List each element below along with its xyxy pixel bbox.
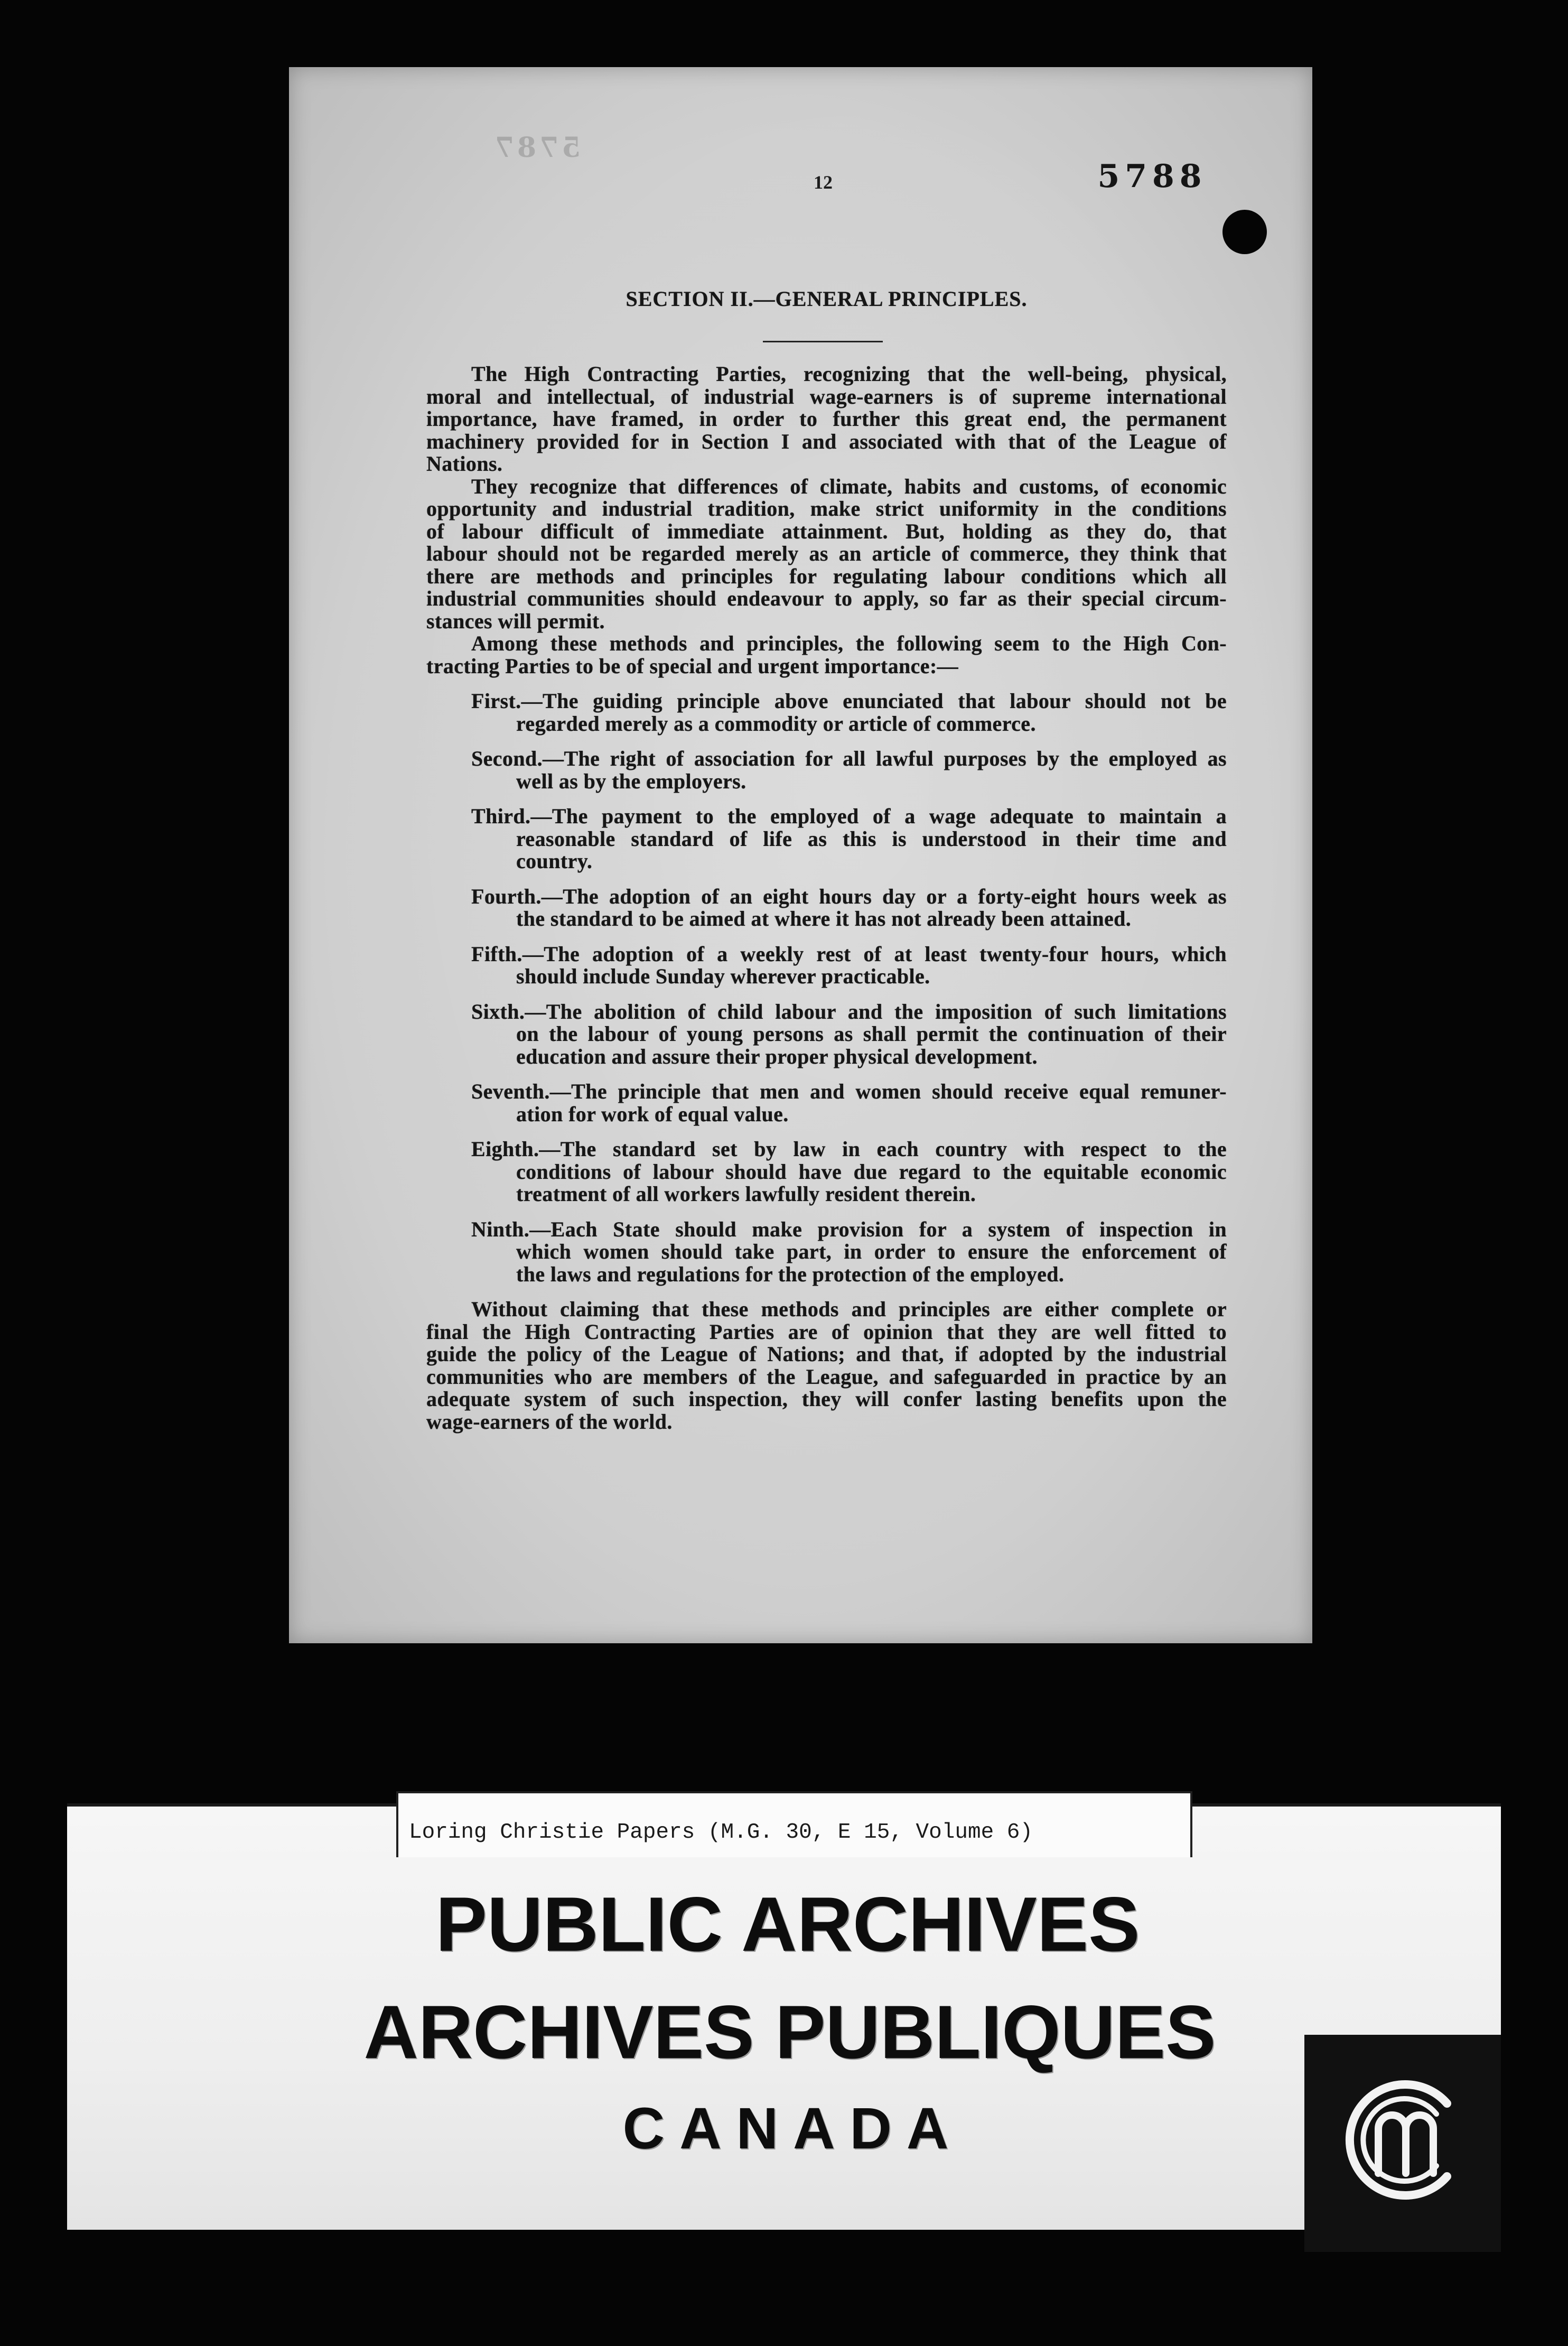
- stamp-number: 5788: [1097, 158, 1207, 195]
- text-line: wage-earners of the world.: [426, 1409, 673, 1433]
- text-line: Third.—The payment to the employed of a wage adequate to maintain a: [471, 804, 1227, 828]
- text-line: tracting Parties to be of special and urgent importance:—: [426, 654, 959, 678]
- archive-title-english: PUBLIC ARCHIVES: [435, 1881, 1140, 1967]
- intro-paragraph-2: [426, 476, 1227, 633]
- principle-fifth: [471, 943, 1227, 988]
- principle-eighth: [471, 1138, 1227, 1206]
- text-line: The High Contracting Parties, recognizing that the well-being, physical,: [471, 362, 1227, 386]
- text-line: the laws and regulations for the protection of the employed.: [516, 1262, 1065, 1286]
- text-line: industrial communities should endeavour to apply, so far as their special circum-: [426, 586, 1227, 610]
- text-line: guide the policy of the League of Nations; and that, if adopted by the industrial: [426, 1342, 1227, 1366]
- text-line: opportunity and industrial tradition, make strict uniformity in the conditions: [426, 497, 1227, 520]
- text-line: conditions of labour should have due regard to the equitable economic: [516, 1159, 1227, 1184]
- principle-fourth: [471, 886, 1227, 930]
- principle-third: [471, 805, 1227, 873]
- closing-paragraph: [426, 1298, 1227, 1433]
- punch-hole: [1222, 210, 1267, 254]
- text-line: Seventh.—The principle that men and women should receive equal remuner-: [471, 1079, 1227, 1103]
- archive-title-french: ARCHIVES PUBLIQUES: [363, 1990, 1216, 2074]
- text-line: treatment of all workers lawfully resident therein.: [516, 1182, 976, 1206]
- text-line: Among these methods and principles, the following seem to the High Con-: [471, 631, 1227, 655]
- page-number: 12: [814, 172, 833, 193]
- text-line: moral and intellectual, of industrial wage-earners is of supreme international: [426, 384, 1227, 408]
- section-heading: SECTION II.—GENERAL PRINCIPLES.: [626, 287, 1028, 311]
- text-line: communities who are members of the League, and safeguarded in practice by an: [426, 1364, 1227, 1389]
- text-line: there are methods and principles for regulating labour conditions which all: [426, 564, 1227, 588]
- reference-label: [396, 1791, 1192, 1857]
- principle-sixth: [471, 1001, 1227, 1068]
- intro-paragraph-3: [426, 632, 1227, 677]
- text-line: of labour difficult of immediate attainment. But, holding as they do, that: [426, 519, 1227, 543]
- body-text: [426, 363, 1227, 1433]
- text-line: adequate system of such inspection, they will confer lasting benefits upon the: [426, 1387, 1227, 1411]
- text-line: Second.—The right of association for all lawful purposes by the employed as: [471, 747, 1227, 770]
- text-line: Nations.: [426, 452, 503, 476]
- text-line: Eighth.—The standard set by law in each country with respect to the: [471, 1137, 1227, 1161]
- text-line: regarded merely as a commodity or article of commerce.: [516, 711, 1036, 736]
- principle-second: [471, 748, 1227, 793]
- text-line: the standard to be aimed at where it has not already been attained.: [516, 907, 1132, 930]
- principle-seventh: [471, 1081, 1227, 1125]
- archive-country: CANADA: [622, 2096, 964, 2161]
- text-line: Sixth.—The abolition of child labour and the imposition of such limitations: [471, 999, 1227, 1023]
- text-line: labour should not be regarded merely as an article of commerce, they think that: [426, 542, 1227, 565]
- text-line: They recognize that differences of climate, habits and customs, of economic: [471, 474, 1227, 498]
- text-line: First.—The guiding principle above enunciated that labour should not be: [471, 689, 1227, 713]
- text-line: machinery provided for in Section I and associated with that of the League of: [426, 429, 1227, 453]
- text-line: reasonable standard of life as this is understood in their time and: [516, 826, 1227, 851]
- text-line: stances will permit.: [426, 609, 605, 633]
- text-line: on the labour of young persons as shall permit the continuation of their: [516, 1022, 1227, 1046]
- public-archives-logo-icon: [1304, 2035, 1501, 2252]
- bleed-through-number: 5787: [491, 132, 581, 164]
- principle-ninth: [471, 1218, 1227, 1286]
- text-line: importance, have framed, in order to further this great end, the permanent: [426, 407, 1227, 431]
- heading-rule: [763, 341, 883, 342]
- text-line: Without claiming that these methods and principles are either complete or: [471, 1297, 1227, 1321]
- text-line: final the High Contracting Parties are of opinion that they are well fitted to: [426, 1319, 1227, 1344]
- principle-first: [471, 690, 1227, 735]
- text-line: country.: [516, 849, 593, 873]
- text-line: Fifth.—The adoption of a weekly rest of at least twenty-four hours, which: [471, 942, 1227, 966]
- intro-paragraph-1: [426, 363, 1227, 476]
- document-page: [289, 67, 1312, 1643]
- text-line: Fourth.—The adoption of an eight hours day or a forty-eight hours week as: [471, 884, 1227, 908]
- text-line: education and assure their proper physical development.: [516, 1044, 1038, 1068]
- text-line: which women should take part, in order to ensure the enforcement of: [516, 1240, 1227, 1263]
- reference-text: Loring Christie Papers (M.G. 30, E 15, Volume 6): [409, 1820, 1033, 1845]
- text-line: Ninth.—Each State should make provision for a system of inspection in: [471, 1217, 1227, 1241]
- text-line: ation for work of equal value.: [516, 1102, 789, 1126]
- text-line: well as by the employers.: [516, 769, 746, 793]
- text-line: should include Sunday wherever practicable.: [516, 964, 930, 988]
